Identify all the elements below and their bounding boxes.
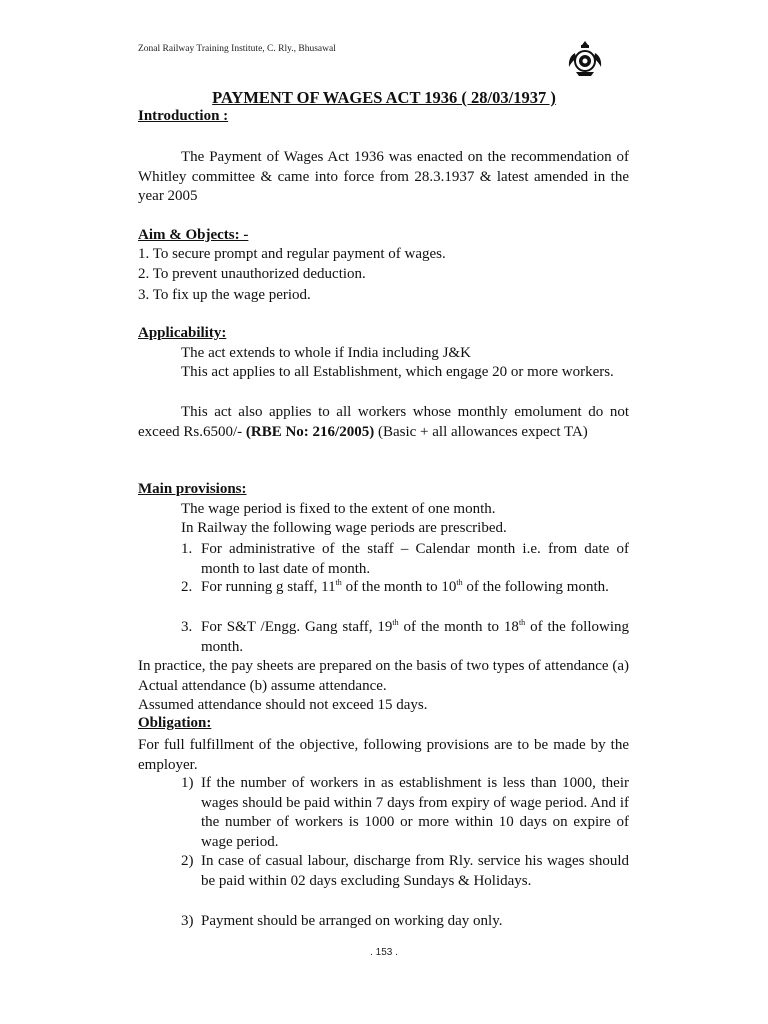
applicability-text-a: This act also applies to all workers whose monthly emolument do not exceed Rs.6500/- — [138, 404, 629, 440]
applicability-text-b: (Basic + all allowances expect TA) — [374, 423, 588, 440]
item-text: For administrative of the staff – Calendar month i.e. from date of month to last date of month. — [201, 541, 629, 577]
page-title: PAYMENT OF WAGES ACT 1936 ( 28/03/1937 ) — [212, 88, 556, 107]
item-number: 1. — [181, 541, 193, 557]
applicability-line-2: This act applies to all Establishment, which engage 20 or more workers. — [181, 364, 614, 380]
aim-item-2: 2. To prevent unauthorized deduction. — [138, 266, 366, 282]
item-text-b: of the month to 10 — [341, 579, 457, 595]
item-number: 2. — [181, 579, 193, 595]
item-text-a: For S&T /Engg. Gang staff, 19 — [201, 619, 393, 635]
main-provisions-heading: Main provisions: — [138, 481, 247, 497]
item-text: In case of casual labour, discharge from Rly. service his wages should be paid within 02 days excluding Sundays & Holidays. — [201, 853, 629, 889]
obligation-item-3 — [181, 912, 629, 932]
provision-line-1: The wage period is fixed to the extent of one month. — [181, 501, 496, 517]
item-text-a: For running g staff, 11 — [201, 579, 336, 595]
item-number: 3) — [181, 913, 194, 929]
aims-heading: Aim & Objects: - — [138, 227, 249, 243]
obligation-item-2 — [181, 852, 629, 891]
aim-item-3: 3. To fix up the wage period. — [138, 287, 311, 303]
railway-emblem-icon — [566, 39, 604, 79]
item-text-c: of the following month. — [201, 619, 629, 655]
item-sup-1: th — [392, 618, 399, 627]
item-sup-2: th — [456, 578, 463, 587]
item-number: 3. — [181, 619, 193, 635]
item-number: 2) — [181, 853, 194, 869]
provision-item-2 — [181, 578, 629, 598]
introduction-paragraph: The Payment of Wages Act 1936 was enacted on the recommendation of Whitley committee & came into force from 28.3.1937 & latest amended in the year 2005 — [138, 149, 629, 204]
item-text-c: of the following month. — [462, 579, 609, 595]
aim-item-1: 1. To secure prompt and regular payment of wages. — [138, 246, 446, 262]
item-sup-1: th — [335, 578, 342, 587]
item-text: If the number of workers in as establishment is less than 1000, their wages should be paid within 7 days from expiry of wage period. And if the number of workers is 1000 or more within 10 days on expire of wage period. — [201, 775, 629, 850]
applicability-heading: Applicability: — [138, 325, 227, 341]
obligation-heading: Obligation: — [138, 715, 212, 731]
item-number: 1) — [181, 775, 194, 791]
item-text-b: of the month to 18 — [398, 619, 519, 635]
assumed-attendance-line: Assumed attendance should not exceed 15 days. — [138, 697, 428, 713]
header-institute: Zonal Railway Training Institute, C. Rly., Bhusawal — [138, 44, 336, 54]
applicability-line-3 — [138, 403, 629, 442]
provision-line-2: In Railway the following wage periods are prescribed. — [181, 520, 507, 536]
rbe-reference: (RBE No: 216/2005) — [245, 423, 375, 440]
provision-item-1 — [181, 540, 629, 579]
practice-paragraph: In practice, the pay sheets are prepared on the basis of two types of attendance (a) Actual attendance (b) assume attendance. — [138, 658, 629, 694]
provision-item-3 — [181, 618, 629, 657]
item-sup-2: th — [518, 618, 526, 627]
page-number: . 153 . — [370, 947, 398, 958]
item-text: Payment should be arranged on working day only. — [201, 913, 503, 929]
introduction-heading: Introduction : — [138, 108, 229, 124]
applicability-line-1: The act extends to whole if India including J&K — [181, 345, 471, 361]
obligation-item-1 — [181, 774, 629, 852]
obligation-intro: For full fulfillment of the objective, following provisions are to be made by the employer. — [138, 737, 629, 773]
